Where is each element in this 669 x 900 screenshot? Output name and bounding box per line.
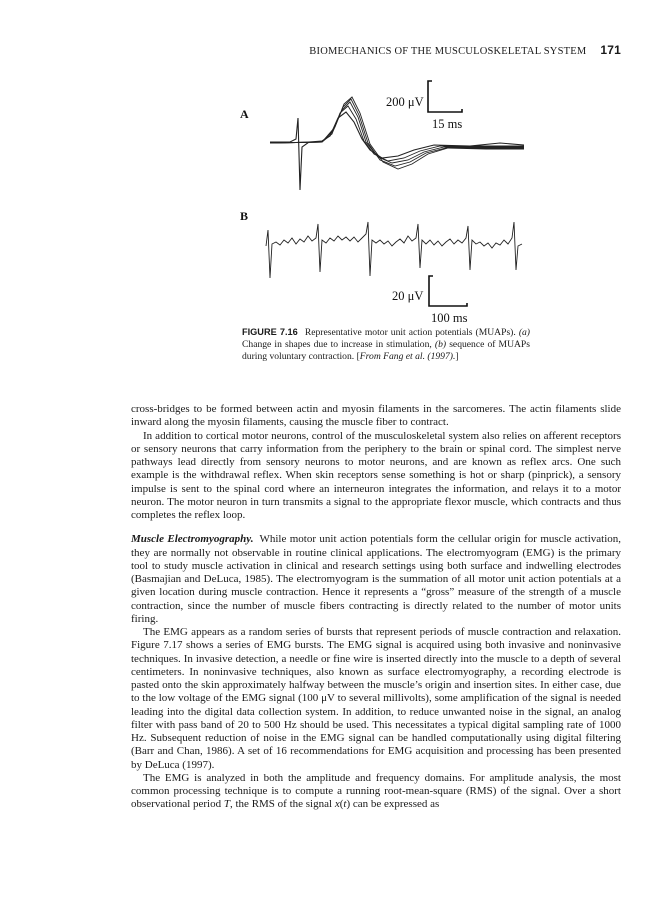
paragraph-1: cross-bridges to be formed between actin and myosin filaments in the sarcomeres. The actin filaments slide inward along the myosin filaments, causing the muscle fiber to contract. — [131, 403, 621, 429]
page-number: 171 — [600, 43, 621, 57]
muap-traces-a — [270, 97, 524, 190]
caption-part-a-marker: (a) — [518, 327, 530, 338]
symbol-paren-close: ) — [346, 798, 351, 811]
scale-b-amplitude-label: 20 μV — [392, 289, 424, 303]
caption-source-close: ] — [455, 351, 459, 363]
scale-b-time-label: 100 ms — [431, 311, 468, 325]
scale-a-amplitude-label: 200 μV — [386, 95, 424, 109]
paragraph-5-part-b: , the RMS of the signal — [230, 798, 333, 811]
paragraph-3 — [131, 533, 621, 626]
scale-bar-b — [429, 276, 467, 306]
paragraph-3-text: While motor unit action potentials form the cellular origin for muscle activation, they are normally not observable in routine clinical applications. The electromyogram (EMG) is the primary tool to study muscle activation in clinical and research settings using both surface and indwelling electrodes (Basmajian and DeLuca, 1985). The electromyogram is the summation of all motor unit action potentials at a given location during muscle contraction. Hence it represents a “gross” measure of the strength of a muscle contraction, since the number of muscle fibers contracting is directly related to the number of motor units firing. — [131, 533, 622, 625]
paragraph-4: The EMG appears as a random series of bursts that represent periods of muscle contraction and relaxation. Figure 7.17 shows a series of EMG bursts. The EMG signal is acquired using both invasive and noninvasive techniques. In invasive detection, a needle or fine wire is inserted directly into the muscle to a depth of several centimeters. In noninvasive techniques, also known as surface electromyography, a recording electrode is pasted onto the skin approximately halfway between the muscle’s origin and insertion sites. In either case, due to the low voltage of the EMG signal (100 μV to several millivolts), some amplification of the signal is needed leading into the digital data collection system. In addition, to reduce unwanted noise in the signal, an analog filter with pass band of 20 to 500 Hz should be used. This necessitates a typical digital sampling rate of 1000 Hz. Subsequent reduction of noise in the EMG signal can be handled computationally using digital filtering (Barr and Chan, 1986). A set of 16 recommendations for EMG acquisition and processing has been presented by DeLuca (1997). — [131, 626, 621, 771]
panel-a-label: A — [240, 107, 249, 121]
section-heading-emg: Muscle Electromyography. — [131, 533, 254, 546]
figure-caption — [242, 326, 530, 364]
scale-a-time-label: 15 ms — [432, 117, 463, 131]
panel-b-label: B — [240, 209, 249, 223]
paragraph-2: In addition to cortical motor neurons, control of the musculoskeletal system also relies on afferent receptors or sensory neurons that carry information from the periphery to the brain or spinal cord. The simplest nerve pathways lead directly from sensory neurons to motor neurons, and are known as reflex arcs. One such example is the withdrawal reflex. When skin receptors sense something is hot or sharp (pinprick), a sensory impulse is sent to the spinal cord where an interneuron integrates the information, and relays it to a motor neuron. The motor neuron in turn transmits a signal to the appropriate flexor muscle, which contracts and thus completes the reflex loop. — [131, 429, 621, 521]
scale-bar-a — [428, 81, 462, 112]
figure-7-16 — [0, 0, 669, 330]
symbol-t: t — [343, 798, 347, 811]
symbol-x: x — [334, 798, 340, 811]
paragraph-5-part-c: can be expressed as — [352, 798, 440, 811]
caption-label: FIGURE 7.16 — [242, 327, 298, 337]
caption-title: Representative motor unit action potentials (MUAPs). — [304, 327, 516, 338]
caption-part-a-text: Change in shapes due to increase in stimulation, — [242, 339, 432, 351]
caption-part-b-marker: (b) — [434, 339, 447, 351]
paragraph-5-part-a: The EMG is analyzed in both the amplitude and frequency domains. For amplitude analysis, the most common processing technique is to compute a running root-mean-square (RMS) of the signal. Over a short observational period — [131, 771, 621, 811]
paragraph-5 — [131, 772, 621, 812]
running-title: BIOMECHANICS OF THE MUSCULOSKELETAL SYSTEM — [309, 46, 587, 57]
caption-source: From Fang et al. (1997). — [359, 351, 456, 363]
muap-sequence-b — [266, 222, 522, 278]
body-text — [131, 403, 621, 812]
symbol-T: T — [223, 798, 230, 811]
caption-source-open: [ — [356, 351, 360, 363]
caption-part-b-text: sequence of MUAPs during voluntary contraction. — [242, 339, 531, 363]
symbol-paren-open: ( — [339, 798, 344, 811]
